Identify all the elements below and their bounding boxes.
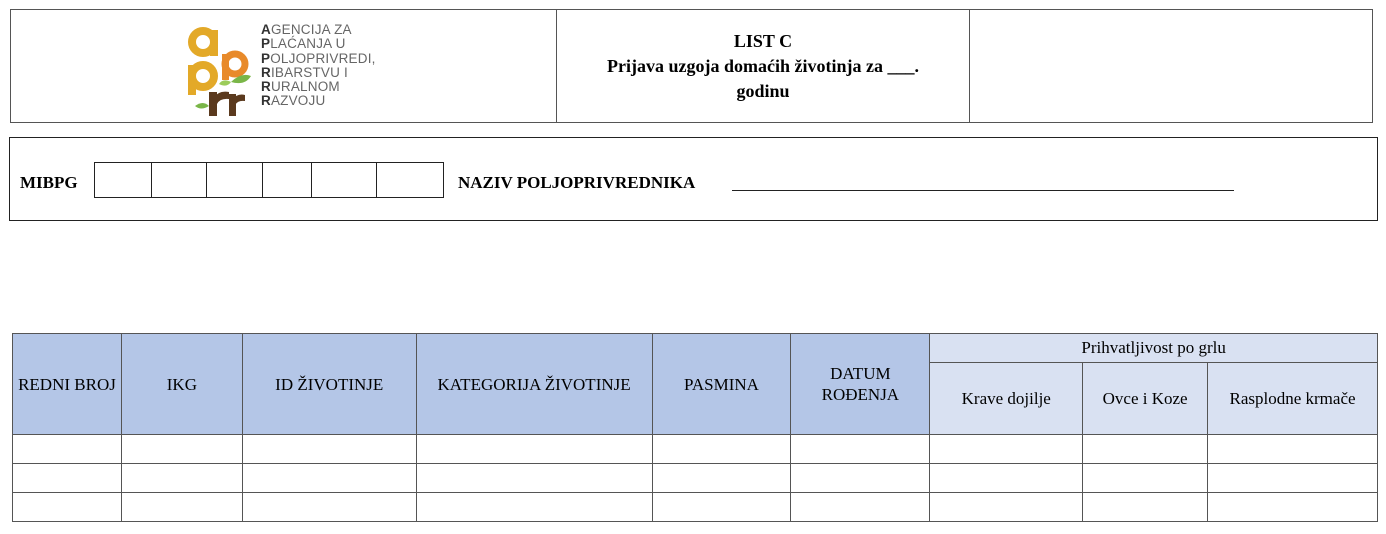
table-cell[interactable]	[416, 464, 652, 493]
header-empty-cell	[970, 10, 1372, 122]
form-header	[10, 9, 1373, 123]
table-cell[interactable]	[930, 464, 1083, 493]
table-cell[interactable]	[1208, 464, 1378, 493]
table-cell[interactable]	[652, 493, 791, 522]
table-body	[13, 435, 1378, 522]
table-cell[interactable]	[416, 435, 652, 464]
table-cell[interactable]	[242, 464, 416, 493]
animals-table	[12, 333, 1378, 522]
table-cell[interactable]	[930, 493, 1083, 522]
mibpg-cell[interactable]	[152, 163, 207, 197]
table-cell[interactable]	[121, 435, 242, 464]
table-cell[interactable]	[930, 435, 1083, 464]
col-ovce-koze: Ovce i Koze	[1083, 363, 1208, 435]
table-cell[interactable]	[121, 464, 242, 493]
table-cell[interactable]	[1083, 493, 1208, 522]
col-datum-rodenja: DATUM ROĐENJA	[791, 334, 930, 435]
table-cell[interactable]	[13, 464, 122, 493]
table-row	[13, 493, 1378, 522]
farmer-name-label: NAZIV POLJOPRIVREDNIKA	[458, 173, 696, 192]
mibpg-cell[interactable]	[207, 163, 263, 197]
farmer-name-field[interactable]	[732, 190, 1234, 191]
mibpg-input-cells[interactable]	[94, 162, 444, 198]
mibpg-cell[interactable]	[263, 163, 312, 197]
table-cell[interactable]	[13, 493, 122, 522]
table-cell[interactable]	[791, 464, 930, 493]
col-id-zivotinje: ID ŽIVOTINJE	[242, 334, 416, 435]
table-cell[interactable]	[1208, 435, 1378, 464]
table-cell[interactable]	[1083, 435, 1208, 464]
table-cell[interactable]	[13, 435, 122, 464]
mibpg-label: MIBPG	[20, 173, 78, 192]
appr-logo-icon	[181, 20, 259, 120]
col-rasplodne-krmace: Rasplodne krmače	[1208, 363, 1378, 435]
agency-logo-cell	[11, 10, 557, 122]
form-title: LIST C Prijava uzgoja domaćih životinja za ___. godinu	[607, 30, 919, 101]
mibpg-cell[interactable]	[377, 163, 444, 197]
col-ikg: IKG	[121, 334, 242, 435]
table-cell[interactable]	[242, 493, 416, 522]
col-pasmina: PASMINA	[652, 334, 791, 435]
table-cell[interactable]	[791, 435, 930, 464]
col-kategorija: KATEGORIJA ŽIVOTINJE	[416, 334, 652, 435]
table-cell[interactable]	[652, 464, 791, 493]
table-cell[interactable]	[652, 435, 791, 464]
col-group-prihvatljivost: Prihvatljivost po grlu	[930, 334, 1378, 363]
table-cell[interactable]	[121, 493, 242, 522]
table-row	[13, 435, 1378, 464]
form-title-cell	[557, 10, 970, 122]
table-cell[interactable]	[242, 435, 416, 464]
col-krave-dojilje: Krave dojilje	[930, 363, 1083, 435]
mibpg-cell[interactable]	[95, 163, 152, 197]
table-cell[interactable]	[791, 493, 930, 522]
table-row	[13, 464, 1378, 493]
mibpg-cell[interactable]	[312, 163, 377, 197]
col-redni-broj: REDNI BROJ	[13, 334, 122, 435]
agency-name: AGENCIJA ZA PLAĆANJA U POLJOPRIVREDI, RIBARSTVU I RURALNOM RAZVOJU	[261, 22, 376, 109]
farmer-identity-box	[9, 137, 1378, 221]
table-cell[interactable]	[1208, 493, 1378, 522]
table-cell[interactable]	[416, 493, 652, 522]
table-cell[interactable]	[1083, 464, 1208, 493]
